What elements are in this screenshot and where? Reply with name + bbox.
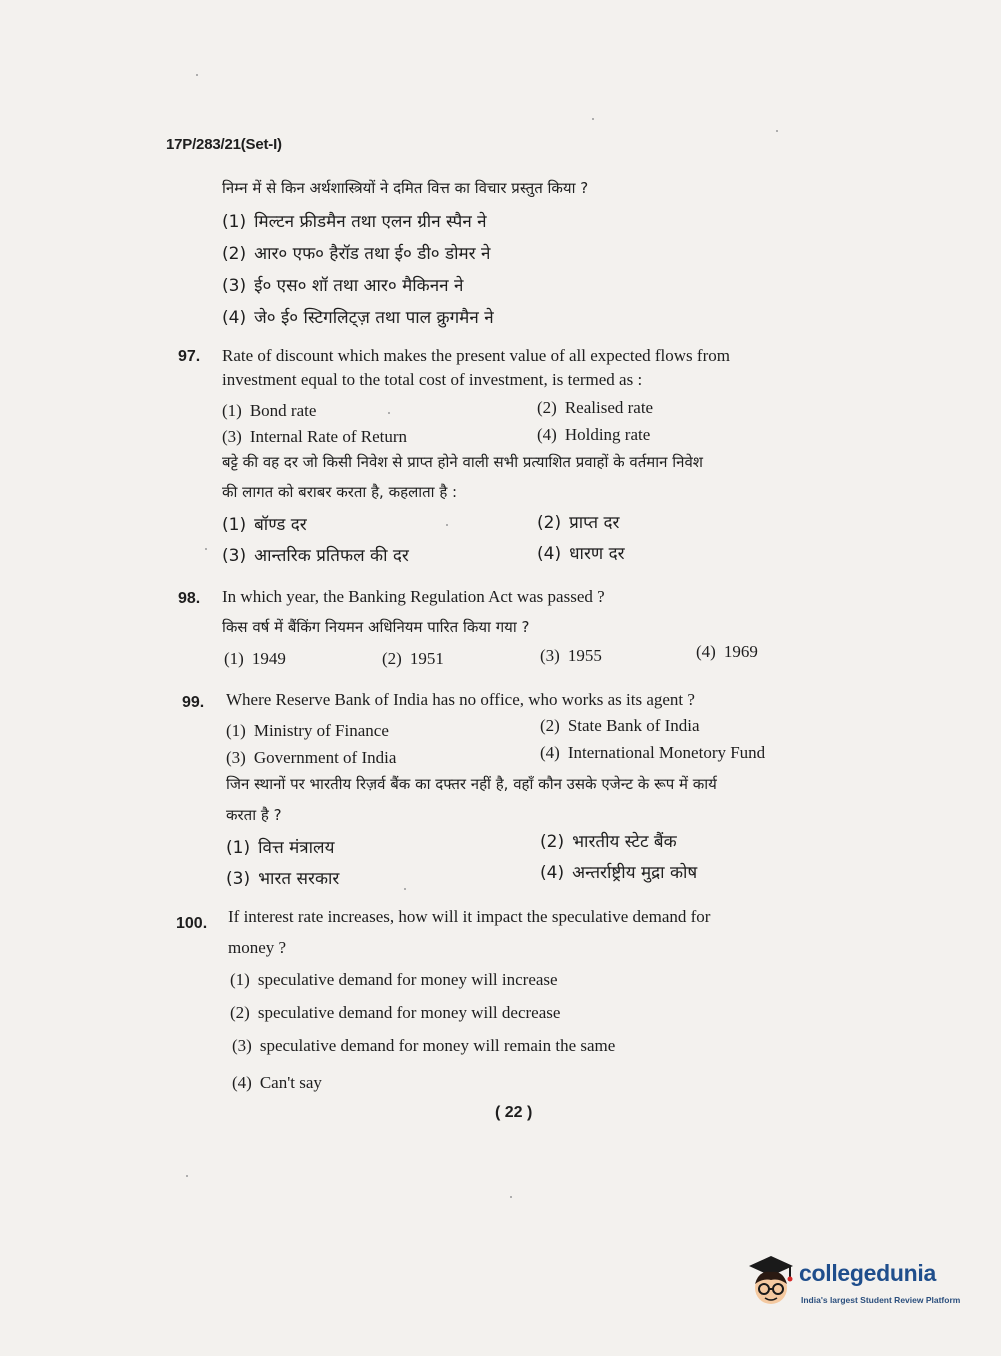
q97-hindi-line1: बट्टे की वह दर जो किसी निवेश से प्राप्त होने वाली सभी प्रत्याशित प्रवाहों के वर्तमान निवेश <box>222 453 704 471</box>
q99-option-4: (4) International Monetory Fund <box>540 743 766 762</box>
q99-hindi-line1: जिन स्थानों पर भारतीय रिज़र्व बैंक का दफ्तर नहीं है, वहाँ कौन उसके एजेन्ट के रूप में कार्य <box>226 775 717 793</box>
q100-option-2: (2) speculative demand for money will decrease <box>230 1003 561 1022</box>
scan-speck <box>592 118 594 120</box>
logo-tagline: India's largest Student Review Platform <box>801 1295 961 1305</box>
q97-option-1: (1) Bond rate <box>222 401 317 420</box>
q100-english-line1: If interest rate increases, how will it impact the speculative demand for <box>228 907 711 926</box>
q97-hindi-option-2: (2) प्राप्त दर <box>537 513 620 533</box>
q97-hindi-option-3: (3) आन्तरिक प्रतिफल की दर <box>222 546 409 566</box>
scan-speck <box>404 888 406 890</box>
q100-option-3: (3) speculative demand for money will remain the same <box>232 1036 616 1055</box>
q99-hindi-option-3: (3) भारत सरकार <box>226 869 340 889</box>
q99-english: Where Reserve Bank of India has no office, who works as its agent ? <box>226 690 695 709</box>
q97-english-line1: Rate of discount which makes the present value of all expected flows from <box>222 346 730 365</box>
q98-option-4: (4) 1969 <box>696 642 758 661</box>
q97-hindi-line2: की लागत को बराबर करता है, कहलाता है : <box>222 483 458 501</box>
q97-option-4: (4) Holding rate <box>537 425 651 444</box>
q99-option-1: (1) Ministry of Finance <box>226 721 389 740</box>
q98-option-1: (1) 1949 <box>224 649 286 668</box>
q98-option-3: (3) 1955 <box>540 646 602 665</box>
collegedunia-logo[interactable] <box>745 1252 970 1312</box>
mascot-icon <box>745 1252 797 1312</box>
q96-hindi-option-1: (1) मिल्टन फ्रीडमैन तथा एलन ग्रीन स्पैन ने <box>222 212 487 232</box>
q99-option-2: (2) State Bank of India <box>540 716 700 735</box>
q96-hindi-option-3: (3) ई० एस० शॉ तथा आर० मैकिनन ने <box>222 276 464 296</box>
q99-hindi-option-4: (4) अन्तर्राष्ट्रीय मुद्रा कोष <box>540 863 698 883</box>
q98-hindi: किस वर्ष में बैंकिंग नियमन अधिनियम पारित किया गया ? <box>222 618 530 636</box>
scan-speck <box>776 130 778 132</box>
q100-number: 100. <box>176 915 208 932</box>
q99-hindi-option-1: (1) वित्त मंत्रालय <box>226 838 335 858</box>
q100-option-4: (4) Can't say <box>232 1073 322 1092</box>
q97-option-3: (3) Internal Rate of Return <box>222 427 408 446</box>
scan-speck <box>510 1196 512 1198</box>
q96-hindi-option-4: (4) जे० ई० स्टिगलिट्ज़ तथा पाल क्रुगमैन ने <box>222 308 494 328</box>
scan-speck <box>186 1175 188 1177</box>
q97-option-2: (2) Realised rate <box>537 398 654 417</box>
paper-code: 17P/283/21(Set-I) <box>166 136 282 153</box>
scan-speck <box>196 74 198 76</box>
q97-number: 97. <box>178 348 201 365</box>
q96-hindi-option-2: (2) आर० एफ० हैरॉड तथा ई० डी० डोमर ने <box>222 244 491 264</box>
q97-hindi-option-1: (1) बॉण्ड दर <box>222 515 307 535</box>
q97-hindi-option-4: (4) धारण दर <box>537 544 625 564</box>
q100-english-line2: money ? <box>228 938 287 957</box>
q99-hindi-option-2: (2) भारतीय स्टेट बैंक <box>540 832 677 852</box>
q99-number: 99. <box>182 694 205 711</box>
q99-option-3: (3) Government of India <box>226 748 397 767</box>
logo-wordmark: collegedunia <box>799 1260 936 1286</box>
q98-english: In which year, the Banking Regulation Act was passed ? <box>222 587 605 606</box>
page-number: ( 22 ) <box>495 1104 533 1121</box>
q96-hindi-question: निम्न में से किन अर्थशास्त्रियों ने दमित वित्त का विचार प्रस्तुत किया ? <box>222 179 589 197</box>
scan-speck <box>205 548 207 550</box>
q99-hindi-line2: करता है ? <box>226 806 282 824</box>
q98-number: 98. <box>178 590 201 607</box>
scan-speck <box>388 412 390 414</box>
scan-speck <box>446 524 448 526</box>
q100-option-1: (1) speculative demand for money will increase <box>230 970 558 989</box>
q98-option-2: (2) 1951 <box>382 649 444 668</box>
q97-english-line2: investment equal to the total cost of investment, is termed as : <box>222 370 643 389</box>
